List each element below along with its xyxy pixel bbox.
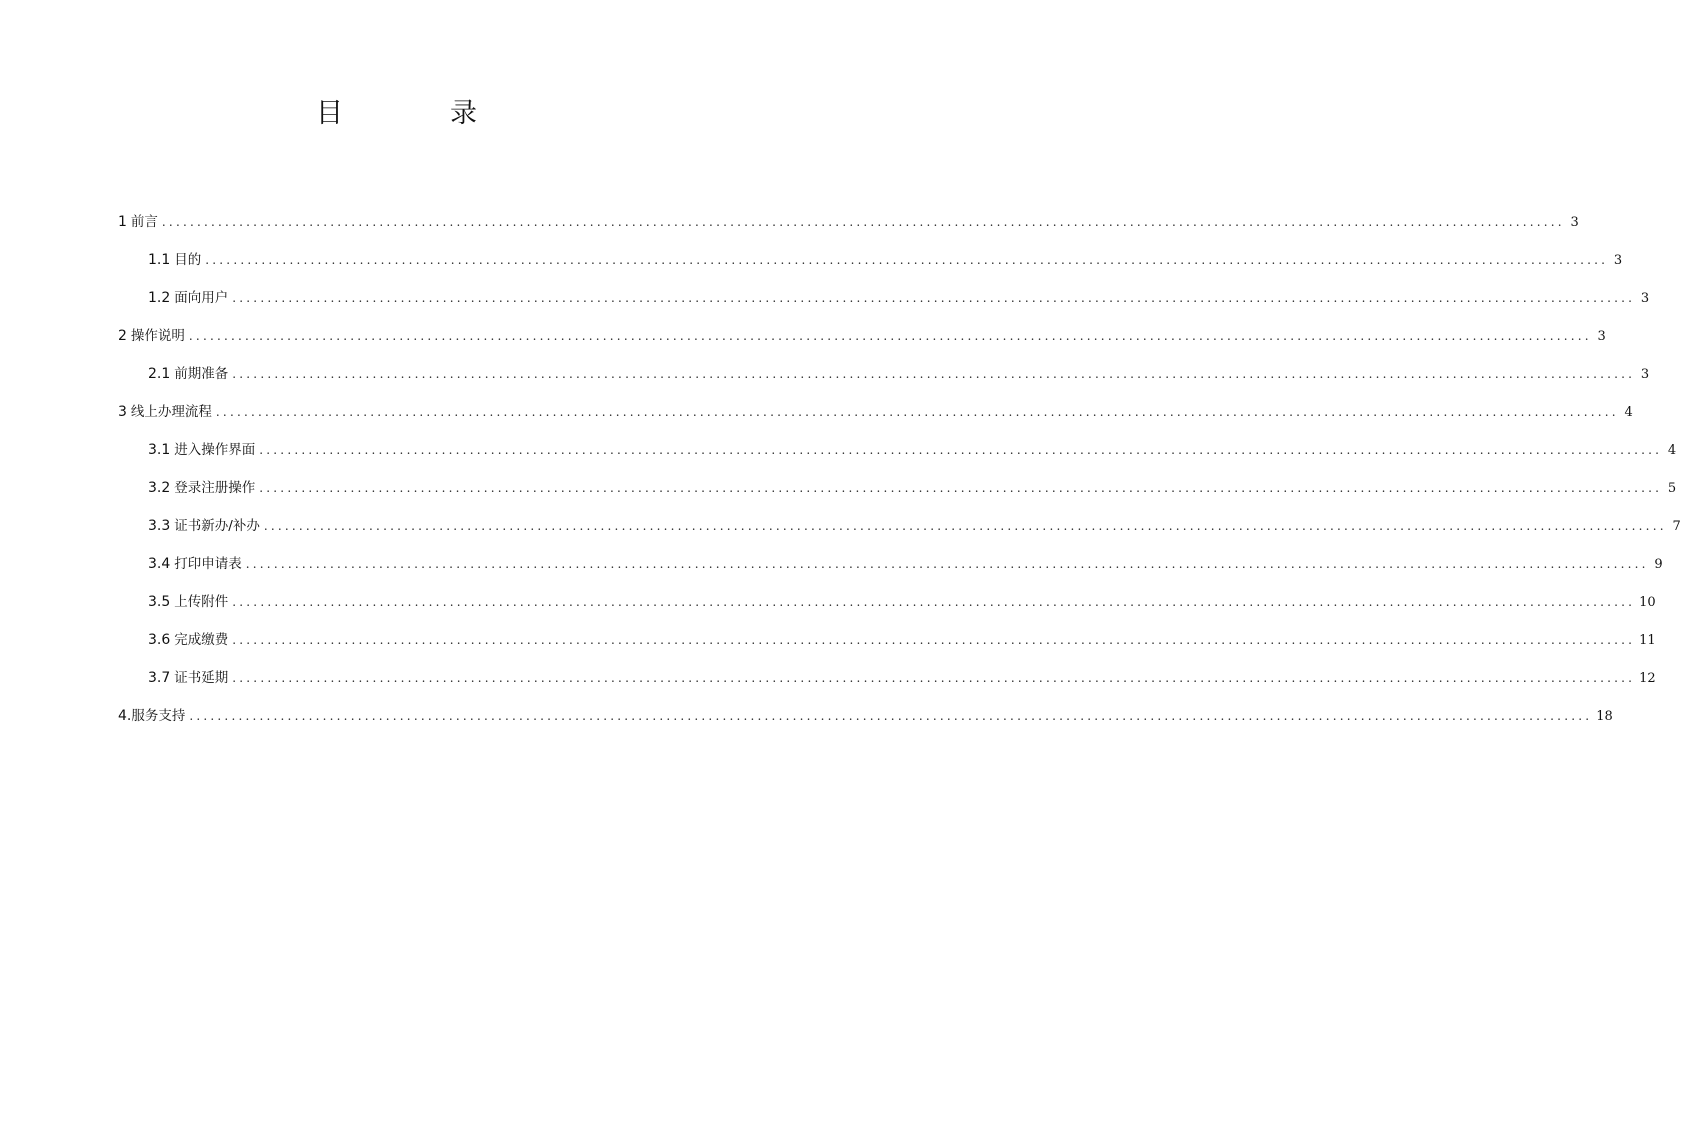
toc-entry-page: 3: [1640, 367, 1650, 382]
toc-entry-1-2[interactable]: [118, 279, 1650, 317]
dot-leader: ........................................................................................................................................................................................................: [205, 253, 1609, 267]
dot-leader: ........................................................................................................................................................................................................: [232, 671, 1636, 685]
toc-entry-page: 3: [1613, 253, 1623, 268]
toc-entry-4[interactable]: [118, 697, 1613, 735]
toc-entry-label: 完成缴费: [174, 632, 229, 648]
toc-entry-page: 4: [1667, 443, 1677, 458]
toc-entry-number: 2: [118, 328, 127, 344]
toc-entry-label: 目的: [174, 252, 202, 268]
dot-leader: ........................................................................................................................................................................................................: [232, 367, 1636, 381]
toc-entry-number: 3: [118, 404, 127, 420]
toc-entry-3-3[interactable]: [118, 507, 1681, 545]
toc-entry-label: 线上办理流程: [130, 404, 212, 420]
toc-entry-page: 5: [1667, 481, 1677, 496]
toc-entry-number: 3.6: [148, 632, 171, 648]
toc-entry-1[interactable]: [118, 203, 1579, 241]
dot-leader: ........................................................................................................................................................................................................: [245, 557, 1649, 571]
toc-entry-label: 上传附件: [174, 594, 229, 610]
toc-entry-page: 3: [1597, 329, 1606, 344]
toc-entry-2-1[interactable]: [118, 355, 1650, 393]
toc-entry-page: 9: [1654, 557, 1663, 572]
table-of-contents: [118, 203, 1681, 735]
toc-entry-page: 3: [1640, 291, 1650, 306]
toc-entry-1-1[interactable]: [118, 241, 1623, 279]
page-title: 目 录: [316, 98, 517, 129]
toc-entry-page: 12: [1639, 671, 1656, 686]
toc-entry-3-7[interactable]: [118, 659, 1656, 697]
toc-entry-label: 证书延期: [174, 670, 229, 686]
toc-entry-number: 1.2: [148, 290, 171, 306]
dot-leader: ........................................................................................................................................................................................................: [263, 519, 1667, 533]
dot-leader: ........................................................................................................................................................................................................: [215, 405, 1619, 419]
toc-entry-3-2[interactable]: [118, 469, 1677, 507]
toc-entry-3-6[interactable]: [118, 621, 1656, 659]
toc-entry-number: 3.5: [148, 594, 171, 610]
toc-entry-page: 18: [1596, 709, 1613, 724]
toc-entry-label: 打印申请表: [174, 556, 242, 572]
dot-leader: ........................................................................................................................................................................................................: [232, 633, 1636, 647]
toc-entry-3-5[interactable]: [118, 583, 1656, 621]
toc-entry-number: 3.7: [148, 670, 171, 686]
dot-leader: ........................................................................................................................................................................................................: [232, 291, 1636, 305]
toc-entry-label: 证书新办/补办: [174, 518, 260, 534]
dot-leader: ........................................................................................................................................................................................................: [232, 595, 1636, 609]
toc-entry-label: 服务支持: [131, 708, 186, 724]
toc-entry-2[interactable]: [118, 317, 1606, 355]
toc-entry-label: 操作说明: [130, 328, 185, 344]
toc-entry-label: 前期准备: [174, 366, 229, 382]
toc-entry-page: 3: [1570, 215, 1579, 230]
toc-entry-number: 3.4: [148, 556, 171, 572]
toc-entry-label: 进入操作界面: [174, 442, 256, 458]
toc-entry-number: 2.1: [148, 366, 171, 382]
dot-leader: ........................................................................................................................................................................................................: [189, 709, 1593, 723]
dot-leader: ........................................................................................................................................................................................................: [259, 481, 1663, 495]
toc-entry-page: 7: [1672, 519, 1681, 534]
toc-entry-3-1[interactable]: [118, 431, 1677, 469]
toc-entry-number: 4.: [118, 708, 132, 724]
toc-entry-label: 面向用户: [174, 290, 229, 306]
dot-leader: ........................................................................................................................................................................................................: [188, 329, 1592, 343]
toc-entry-number: 3.1: [148, 442, 171, 458]
toc-entry-3[interactable]: [118, 393, 1633, 431]
toc-entry-label: 登录注册操作: [174, 480, 256, 496]
toc-entry-page: 4: [1624, 405, 1633, 420]
toc-entry-number: 3.2: [148, 480, 171, 496]
toc-entry-number: 1.1: [148, 252, 171, 268]
dot-leader: ........................................................................................................................................................................................................: [161, 215, 1565, 229]
toc-entry-page: 11: [1639, 633, 1656, 648]
toc-entry-number: 3.3: [148, 518, 171, 534]
toc-entry-number: 1: [118, 214, 127, 230]
toc-entry-label: 前言: [130, 214, 158, 230]
dot-leader: ........................................................................................................................................................................................................: [259, 443, 1663, 457]
toc-entry-page: 10: [1639, 595, 1656, 610]
toc-entry-3-4[interactable]: [118, 545, 1663, 583]
